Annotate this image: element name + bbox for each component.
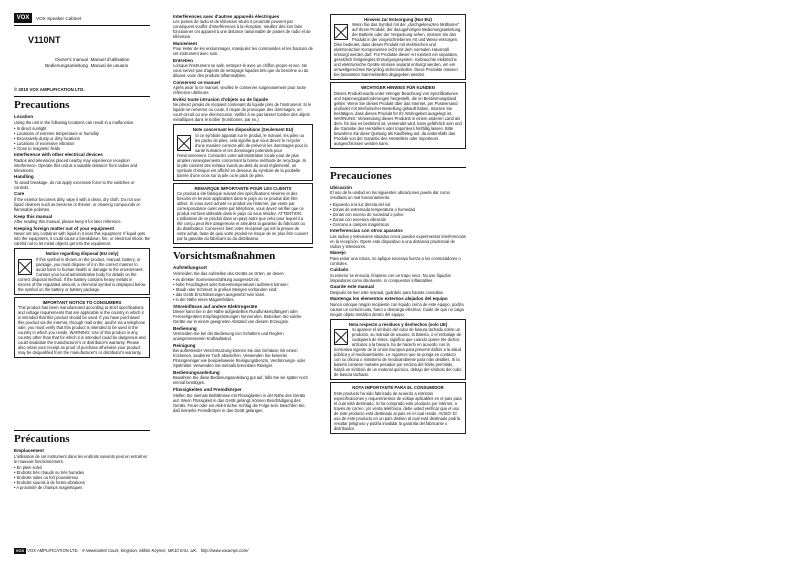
es-keep-heading: Guarde este manual [330,284,374,290]
de-foreign-heading: Flüssigkeiten und Fremdkörper [173,386,242,392]
de-care-heading: Reinigung [173,342,196,348]
es-care-heading: Cuidado [330,267,349,273]
en-disposal-heading: Notice regarding disposal (EU only) [45,251,119,257]
es-foreign-heading: Mantenga los elementos externos alejados del equipo [330,296,448,302]
fr-care-text: Lorsque l'instrument se salit, nettoyez-le avec un chiffon propre et sec. Ne vous servez pas d'agents de nettoyage liquides tels que du benzène ou du diluant, voire des produits inflammables. [173,63,309,79]
fr-consumer-text: Ce produit a été fabriqué suivant des spécifications sévères et des besoins en tension applicables dans le pays où ce produit doit être utilisé. Si vous avez acheté ce produit via l'internet, par vente par correspondance ou/et vente par téléphone, vous devez vérifier que ce produit est bien utilisable dans le pays où vous résidez. ATTENTION: L'utilisation de ce produit dans un pays autre que celui pour lequel il a été conçu peut être dangereuse et annulera la garantie du fabricant ou du distributeur. Conservez bien votre récépissé qui est la preuve de votre achat, faute de quoi votre produit ne risque de ne plus être couvert par la garantie du fabricant ou du distributeur. [177,191,308,242]
de-handling-text: Vermeiden Sie bei der Bedienung von Schaltern und Reglern unangemessenen Kraftaufwand. [173,331,284,342]
list-item: • Staub oder Schmutz in großen Mengen vorhanden sind; [173,287,278,293]
es-disposal-text: Si aparece el símbolo del cubo de basura tachado sobre un producto, su manual de usuario, la batería, o el embalaje de cualquiera de éstos, significa que cuando quiere tire dichos artículos a la basura, ha de hacerlo en acuerdo con la normativa vigente de la Unión Europea para prevenir daños a la salud pública y al medioambiente. Le rogamos que se ponga en contacto con su oficina o ministerio de medioambiente para más detalles. Si la batería contiene metales pesados por encima del límite permitido, habrá un símbolo de un material químico, debajo del símbolo del cubo de basura tachado. [334,327,462,378]
de-consumer-heading: WICHTIGER HINWEIS FÜR KUNDEN [361,85,435,91]
fr-disposal-heading: Note concernant les dispositions (Seulement EU) [192,127,294,133]
en-handling-text: To avoid breakage, do not apply excessive force to the switches or controls. [14,179,135,190]
es-title: Precauciones [330,169,392,182]
es-foreign-text: Nunca coloque ningún recipiente con líquido cerca de este equipo, podría causar un cortocircuito, fuero o descarga eléctrica. Cuide de que no caiga ningún objeto metálico dentro del equipo. [330,302,464,318]
es-disposal-notice [330,319,466,380]
de-disposal-text: Wenn Sie das Symbol mit der „durchgekreuzten Mülltonne“ auf Ihrem Produkt, der dazugehörigen Bedienungsanleitung, der Batterie oder der Verpackung sehen, müssen Sie das Produkt in der vorgeschriebenen Art und Weise entsorgen. Dies bedeutet, dass dieses Produkt mit elektrischen und elektronischen Komponenten nicht mit dem normalen Hausmüll entsorgt werden darf. Für Produkte dieser Art existiert ein separates, gesetzlich festgelegtes Entsorgungssystem. Gebrauchte elektrische und elektronische Geräte müssen separat entsorgt werden, um ein umweltgerechtes Recycling sicherzustellen. Diese Produkte müssen bei benannten Sammelstellen abgegeben werden. [334,22,462,78]
de-care-text: Bei auftretender Verschmutzung können Sie das Gehäuse mit einem trockenen, sauberen Tuch abwischen. Verwenden Sie keinerlei Flüssigreiniger wie beispielsweise Reinigungsbenzin, Verdünnungs- oder Spülmittel. Verwenden Sie niemals brennbare Reiniger. [173,348,306,369]
list-item: • Locations of extreme temperature or humidity [14,130,99,136]
en-keep-heading: Keep this manual [14,213,53,219]
de-consumer-text: Dieses Produkt wurde unter strenger Beachtung von Spezifikationen und Spannungsanforderungen hergestellt, die im Bestimmungsland gelten. Wenn Sie dieses Produkt über das Internet, per Postversand und/oder mit telefonischer Bestellung gekauft haben, müssen Sie bestätigen, dass dieses Produkt für Ihr Wohngebiet ausgelegt ist. WARNUNG: Verwendung dieses Produkts in einem anderen Land als dem, für das es bestimmt ist, verwendet wird, kann gefährlich sein und die Garantie des Herstellers oder Importeurs hinfällig lassen. Bitte bewahren Sie diese Quittung als Kaufbeleg auf, da andernfalls das Produkt von der Garantie des Herstellers oder Importeurs ausgeschlossen werden kann. [334,90,462,146]
crossed-bin-icon [18,259,32,275]
de-keep-heading: Bedienungsanleitung [173,369,220,375]
fr-title: Précautions [14,433,70,445]
de-foreign-text: Stellen Sie niemals Behältnisse mit Flüssigkeiten in der Nähe des Geräts auf. Wenn Flüssigkeit in das Gerät gelangt, können Beschädigung des Geräts, Feuer oder ein elek-trischer Schlag die Folge sein. Beachten Sie, daß keinerlei Fremdkörper in das Gerät gelangen. [173,392,306,413]
es-consumer-heading: NOTA IMPORTANTE PARA EL CONSUMIDOR [352,385,444,391]
product-type: VOX Speaker Cabinet [36,16,82,21]
list-item: • Locations of excessive vibration [14,140,75,146]
es-care-text: Si exterior se ensucia, límpiese con un trapo seco. No use líquidos limpiadores como disolvente, ni compuestos inflamables. [330,272,451,283]
manual-title-de: Bedienungsanleitung [45,63,88,68]
en-location-text: Using the unit in the following locations can result in a malfunction. [14,119,135,125]
list-item: • Endroits sales ou fort poussiéreux [14,474,79,480]
vox-logo-small: VOX [15,548,25,553]
footer [14,548,470,554]
list-item: • Excessively dusty or dirty locations [14,135,80,141]
en-handling-heading: Handling [14,174,34,180]
fr-placement-heading: Emplacement [14,448,44,453]
list-item: • das Gerät Erschütterungen ausgesetzt sein kann. [173,292,266,298]
es-consumer-text: Este producto ha sido fabricado de acuerdo a estrictas especificaciones y requerimientos de voltaje aplicables en el país para el cual está destinado. Si ha comprado este producto por internet, a través de correo, y/o venta telefónica, debe usted verificar que el uso de este producto está destinado al país en el cual reside. AVISO: El uso de este producto en un país distinto al cual está destinado podría resultar peligroso y podría invalidar la garantía del fabricante o distribuidor. [334,390,462,431]
crossed-bin-icon [334,329,348,345]
de-title: Vorsichtsmaßnahmen [173,250,276,263]
de-location-list [173,277,313,302]
en-foreign-heading: Keeping foreign matter out of your equipment [14,225,115,231]
french-continued [173,12,313,414]
list-item: • Endroits soumis à de fortes vibrations [14,479,85,485]
en-location-heading: Location [14,114,34,119]
fr-interference-text: Les postes de radio et de télévision situés à proximité peuvent par conséquent souffrir d'interférences à la réception. Veuillez dès lors faire fonctionner cet appareil à une distance raisonnable de postes de radio et de télévision. [173,19,311,40]
manual-title-en: Owner's manual [54,57,88,62]
list-item: • A proximité de champs magnétiques [14,484,83,490]
list-item: • In direct sunlight [14,125,47,131]
en-keep-text: After reading this manual, please keep it for later reference. [14,219,122,225]
list-item: • in der Nähe eines Magnetfeldes. [173,297,235,303]
fr-handling-text: Pour éviter de les endommager, manipulez les commandes et les boutons de cet instrument avec soin. [173,46,313,57]
manual-title-fr: Manuel d'utilisation [90,57,130,62]
fr-care-heading: Entretien [173,57,193,63]
de-disposal-notice [330,14,466,80]
list-item: • Expuesto a la luz directa del sol [330,201,391,207]
footer-url[interactable]: http://www.voxamps.com/ [200,548,249,554]
fr-disposal-notice [173,124,313,180]
list-item: • Zonas de extremada temperatura o humedad [330,206,415,212]
en-interference-text: Radios and televisions placed nearby may experience reception interference. Operate this unit at a suitable distance from radios and televisions. [14,157,138,173]
fr-objects-heading: Evitez toute intrusion d'objets ou de liquide [173,96,269,102]
crossed-bin-icon [334,24,348,40]
de-interference-text: Dieser kann bei in der Nähe aufgestellten Rundfunkempfängern oder Fernsehgeräten Empfangsstörungen hervorrufen. Betreiben Sie solche Geräte nur in einem geeigneten Abstand von diesem Erzeugnis. [173,309,302,325]
french-section [14,430,150,490]
manual-title-es: Manual de usuario [90,63,129,68]
en-consumer-text: This product has been manufactured according to strict specifications and voltage requirements that are applicable in the country in which it is intended that this product should be used. If you have purchased this product via the internet, through mail order, and/or via a telephone sale, you must verify that this product is intended to be used in the country in which you reside. WARNING: Use of this product in any country other than that for which it is intended could be dangerous and could invalidate the manufacturer's or distributor's warranty. Please also retain your receipt as proof of purchase otherwise your product may be disqualified from the manufacturer's or distributor's warranty. [18,305,146,356]
list-item: • Cercano a campos magnéticos [330,221,390,227]
footer-address: 9 Newmarket Court, Kingston, Milton Keynes, MK10 0AU, UK. [82,548,198,554]
de-location-text: Vermeiden Sie das Aufstellen des Geräts an Orten, an denen [173,270,284,276]
fr-placement-text: L'utilisation de cet instrument dans les endroits suivants peut en entraîner le mauvais fonctionnement. [14,453,148,464]
header-rule [14,25,150,26]
en-title: Precautions [14,99,70,111]
es-keep-text: Después de leer este manual, guárdelo para futuras consultas. [330,289,445,295]
model-name: V110NT [28,35,61,45]
list-item: • Close to magnetic fields [14,145,61,151]
list-item: • hohe Feuchtigkeit oder Extremtemperaturen auftreten können; [173,282,289,288]
manual-titles [28,57,153,69]
fr-keep-heading: Conservez ce manuel [173,79,220,85]
fr-consumer-notice [173,183,313,244]
de-keep-text: Bewahren Sie diese Bedienungsanleitung gut auf, falls Sie sie später noch einmal benötigen. [173,375,308,386]
es-handling-heading: Manejo [330,250,346,256]
fr-interference-heading: Interférences avec d'autres appareils électriques [173,13,280,19]
en-care-text: If the exterior becomes dirty, wipe it with a clean, dry cloth. Do not use liquid cleaners such as benzene or thinner, or cleaning compounds or flammable polishes. [14,197,141,213]
de-handling-heading: Bedienung [173,325,197,331]
fr-handling-heading: Maniement [173,40,197,46]
german-notices-and-spanish [330,12,466,436]
es-interference-text: Las radios y televisores situados cerca pueden experimentar interferencias en la recepción. Opere este dispositivo a una distancia prudencial de radios y televisores. [330,233,466,249]
es-handling-text: Para evitar una rotura, no aplique excesiva fuerza a los conmutadores o controles. [330,255,461,266]
fr-placement-list [14,465,150,490]
list-item: • Zonas con excesiva vibración [330,216,387,222]
es-interference-heading: Interferencias con otros aparatos [330,228,403,234]
en-interference-heading: Interference with other electrical devices [14,152,103,158]
vox-logo: VOX [14,13,32,23]
fr-objects-text: Ne placez jamais de récipient contenant du liquide près de l'instrument. Si le liquide se renverse ou coule, il risque de provoquer des dommages, un court-circuit ou une électrocution. Veillez à ne pas laisser tomber des objets métalliques dans le boîtier (trombones, par ex.). [173,102,312,123]
english-section [14,96,150,360]
footer-company: VOX AMPLIFICATION LTD. [27,548,79,554]
list-item: • Endroits très chauds ou très humides [14,469,85,475]
es-location-list [330,202,466,227]
es-disposal-heading: Nota respecto a residuos y deshechos (solo UE) [348,322,448,328]
en-location-list [14,126,150,151]
crossed-bin-icon [177,135,191,151]
de-disposal-heading: Hinweis zur Entsorgung (Nur EU) [364,17,432,22]
en-consumer-heading: IMPORTANT NOTICE TO CONSUMERS [42,299,122,305]
list-item: • Zonas con exceso de suciedad o polvo [330,211,404,217]
es-consumer-notice [330,382,466,433]
de-interference-heading: Störeinflüsse auf andere Elektrogeräte [173,303,258,309]
es-location-heading: Ubicación [330,184,352,190]
de-consumer-notice [330,82,466,148]
es-location-text: El uso de la unidad en las siguientes ubicaciones puede dar como resultado un mal funcionamiento: [330,190,450,201]
en-care-heading: Care [14,191,25,197]
fr-consumer-heading: REMARQUE IMPORTANTE POUR LES CLIENTS [194,185,292,191]
en-consumer-notice [14,297,150,358]
fr-disposal-text: Si ce symbole apparait sur le produit, le manuel, les piles ou les packs de piles, cela signifie que vous devez le recycler d'une manière correcte afin de prévenir les dommages pour la santé humaine et les dommages potentiels pour l'environnement. Contactez votre administration locale pour de plus amples renseignements concernant la bonne méthode de recyclage. Si la pile contient des métaux lourds au-delà du seuil réglementé, un symbole chimique est affiché en dessous du symbole de la poubelle barrée d'une croix sur la pile ou le pack de piles. [177,132,308,178]
copyright: © 2010 VOX AMPLIFICATION LTD. [14,87,85,92]
de-location-heading: Aufstellungsort [173,265,207,271]
en-disposal-notice [14,248,150,294]
en-foreign-text: Never set any container with liquid in it near this equipment. If liquid gets into the equipment, it could cause a breakdown, fire, or electrical shock. Be careful not to let metal objects get into the equipment. [14,231,150,247]
list-item: • es direkter Sonneneinstrahlung ausgesetzt ist; [173,277,260,283]
fr-keep-text: Après avoir lu ce manuel, veuillez le conserver soigneusement pour toute référence ultérieure. [173,85,306,96]
list-item: • En plein soleil [14,464,42,470]
en-disposal-text: If this symbol is shown on the product, manual, battery, or package, you must dispose of it in the correct manner to avoid harm to human health or damage to the environment. Contact your local administrative body for details on the correct disposal method. If the battery contains heavy metals in excess of the regulated amount, a chemical symbol is displayed below the symbol on the battery or battery package. [18,256,146,292]
